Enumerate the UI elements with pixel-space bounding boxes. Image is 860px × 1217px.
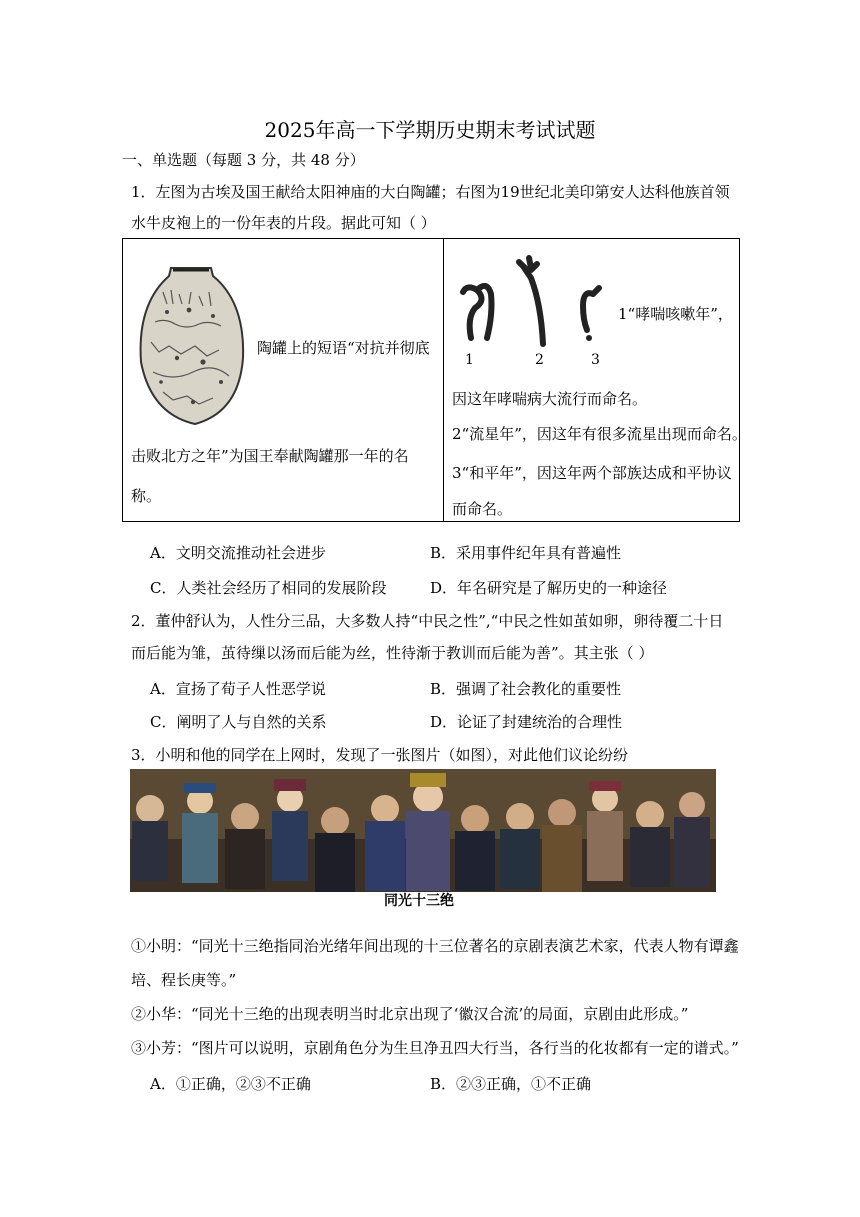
opera-portrait-image (130, 769, 716, 892)
jar-caption-b: 击败北方之年”为国王奉献陶罐那一年的名 (131, 447, 409, 465)
glyph-label-3: 3 (591, 352, 600, 366)
page-title: 2025年高一下学期历史期末考试试题 (264, 118, 596, 142)
q3-stem: 3．小明和他的同学在上网时，发现了一张图片（如图），对此他们议论纷纷 (131, 746, 629, 764)
q1-option-d[interactable]: D．年名研究是了解历史的一种途径 (430, 579, 668, 597)
q1-stem-line2: 水牛皮袍上的一份年表的片段。据此可知（ ） (131, 214, 436, 232)
statement-1-line1: ①小明：“同光十三绝指同治光绪年间出现的十三位著名的京剧表演艺术家，代表人物有谭鑫 (131, 937, 739, 955)
q2-option-c[interactable]: C．阐明了人与自然的关系 (150, 713, 327, 731)
glyph-text-c: 2“流星年”，因这年有很多流星出现而命名。 (452, 425, 747, 443)
q2-option-a[interactable]: A．宣扬了荀子人性恶学说 (150, 680, 326, 698)
statement-3: ③小芳：“图片可以说明，京剧角色分为生旦净丑四大行当，各行当的化妆都有一定的谱式。” (131, 1039, 739, 1057)
photo-caption: 同光十三绝 (384, 893, 454, 909)
glyph-label-1: 1 (465, 352, 474, 366)
egyptian-jar-image (133, 262, 249, 426)
glyph-text-a: 1“哮喘咳嗽年”， (618, 305, 733, 323)
glyph-text-e: 而命名。 (452, 500, 513, 518)
q1-option-b[interactable]: B．采用事件纪年具有普遍性 (430, 544, 622, 562)
q1-option-a[interactable]: A．文明交流推动社会进步 (150, 544, 326, 562)
winter-count-glyphs-image (457, 254, 613, 366)
jar-caption-c: 称。 (131, 487, 162, 505)
glyph-label-2: 2 (535, 352, 544, 366)
statement-2: ②小华：“同光十三绝的出现表明当时北京出现了‘徽汉合流’的局面，京剧由此形成。” (131, 1005, 689, 1023)
q2-stem-line1: 2．董仲舒认为，人性分三品，大多数人持“中民之性”,“中民之性如茧如卵，卵待覆二十日 (131, 612, 724, 630)
q3-option-b[interactable]: B．②③正确，①不正确 (430, 1075, 592, 1093)
q1-stem-line1: 1．左图为古埃及国王献给太阳神庙的大白陶罐；右图为19世纪北美印第安人达科他族首领 (131, 183, 730, 201)
q2-option-b[interactable]: B．强调了社会教化的重要性 (430, 680, 622, 698)
statement-1-line2: 培、程长庚等。” (131, 971, 237, 989)
jar-caption-a: 陶罐上的短语“对抗并彻底 (257, 339, 430, 357)
glyph-text-d: 3“和平年”，因这年两个部族达成和平协议 (452, 464, 732, 482)
glyph-text-b: 因这年哮喘病大流行而命名。 (452, 390, 648, 408)
q2-stem-line2: 而后能为雏，茧待缫以汤而后能为丝，性待渐于教训而后能为善”。其主张（ ） (131, 644, 654, 662)
q3-option-a[interactable]: A．①正确，②③不正确 (150, 1075, 311, 1093)
q2-option-d[interactable]: D．论证了封建统治的合理性 (430, 713, 623, 731)
section-heading: 一、单选题（每题 3 分，共 48 分） (122, 151, 365, 169)
q1-option-c[interactable]: C．人类社会经历了相同的发展阶段 (150, 579, 387, 597)
